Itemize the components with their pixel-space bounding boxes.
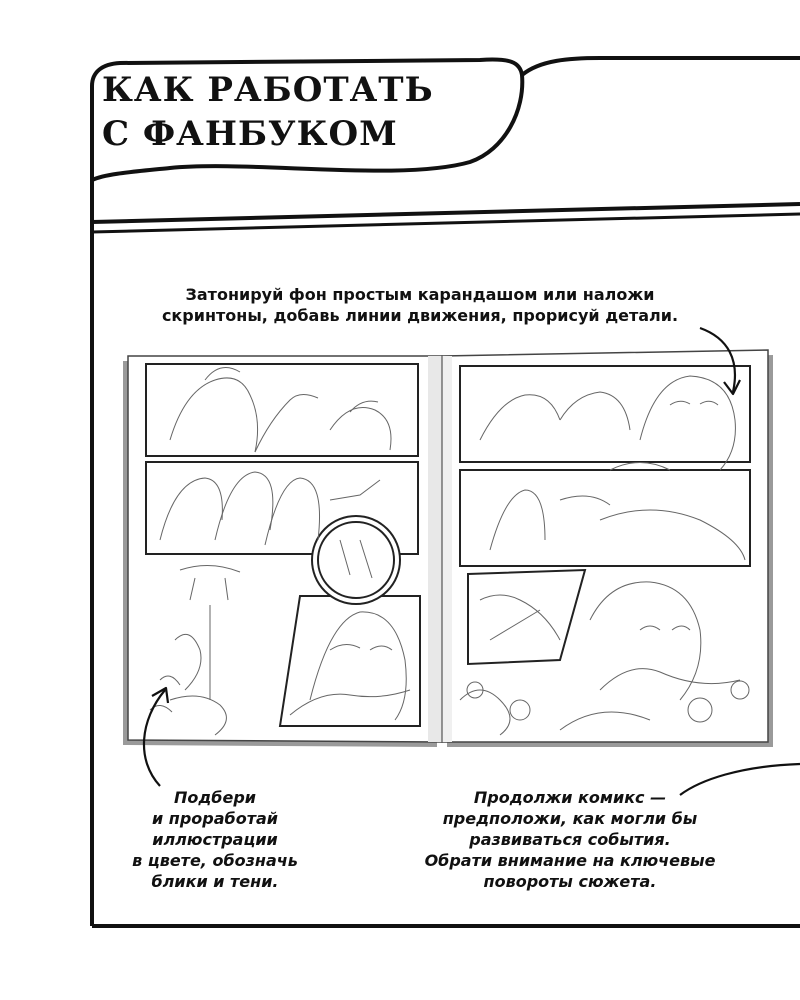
tip-left-caption bbox=[110, 787, 320, 892]
page-title bbox=[102, 68, 434, 156]
caption-line: повороты сюжета. bbox=[483, 872, 657, 891]
caption-line: Обрати внимание на ключевые bbox=[424, 851, 716, 870]
tip-top-caption bbox=[120, 284, 720, 326]
caption-line: предположи, как могли бы bbox=[442, 809, 698, 828]
divider-line bbox=[92, 204, 800, 222]
caption-line: скринтоны, добавь линии движения, прорисуй детали. bbox=[161, 306, 679, 325]
caption-line: развиваться события. bbox=[469, 830, 671, 849]
page-title-line: КАК РАБОТАТЬ bbox=[102, 70, 434, 110]
caption-line: Продолжи комикс — bbox=[473, 788, 667, 807]
header-top-line bbox=[522, 58, 800, 75]
tip-right-caption bbox=[400, 787, 740, 892]
open-book-illustration bbox=[123, 350, 773, 747]
page-title-line: С ФАНБУКОМ bbox=[102, 114, 398, 154]
caption-line: и проработай bbox=[152, 809, 278, 828]
caption-line: Затонируй фон простым карандашом или наложи bbox=[185, 285, 655, 304]
caption-line: иллюстрации bbox=[152, 830, 278, 849]
divider-line bbox=[92, 214, 800, 232]
caption-line: Подбери bbox=[174, 788, 256, 807]
comic-panel-round bbox=[312, 516, 400, 604]
caption-line: в цвете, обозначь bbox=[132, 851, 298, 870]
caption-line: блики и тени. bbox=[151, 872, 279, 891]
